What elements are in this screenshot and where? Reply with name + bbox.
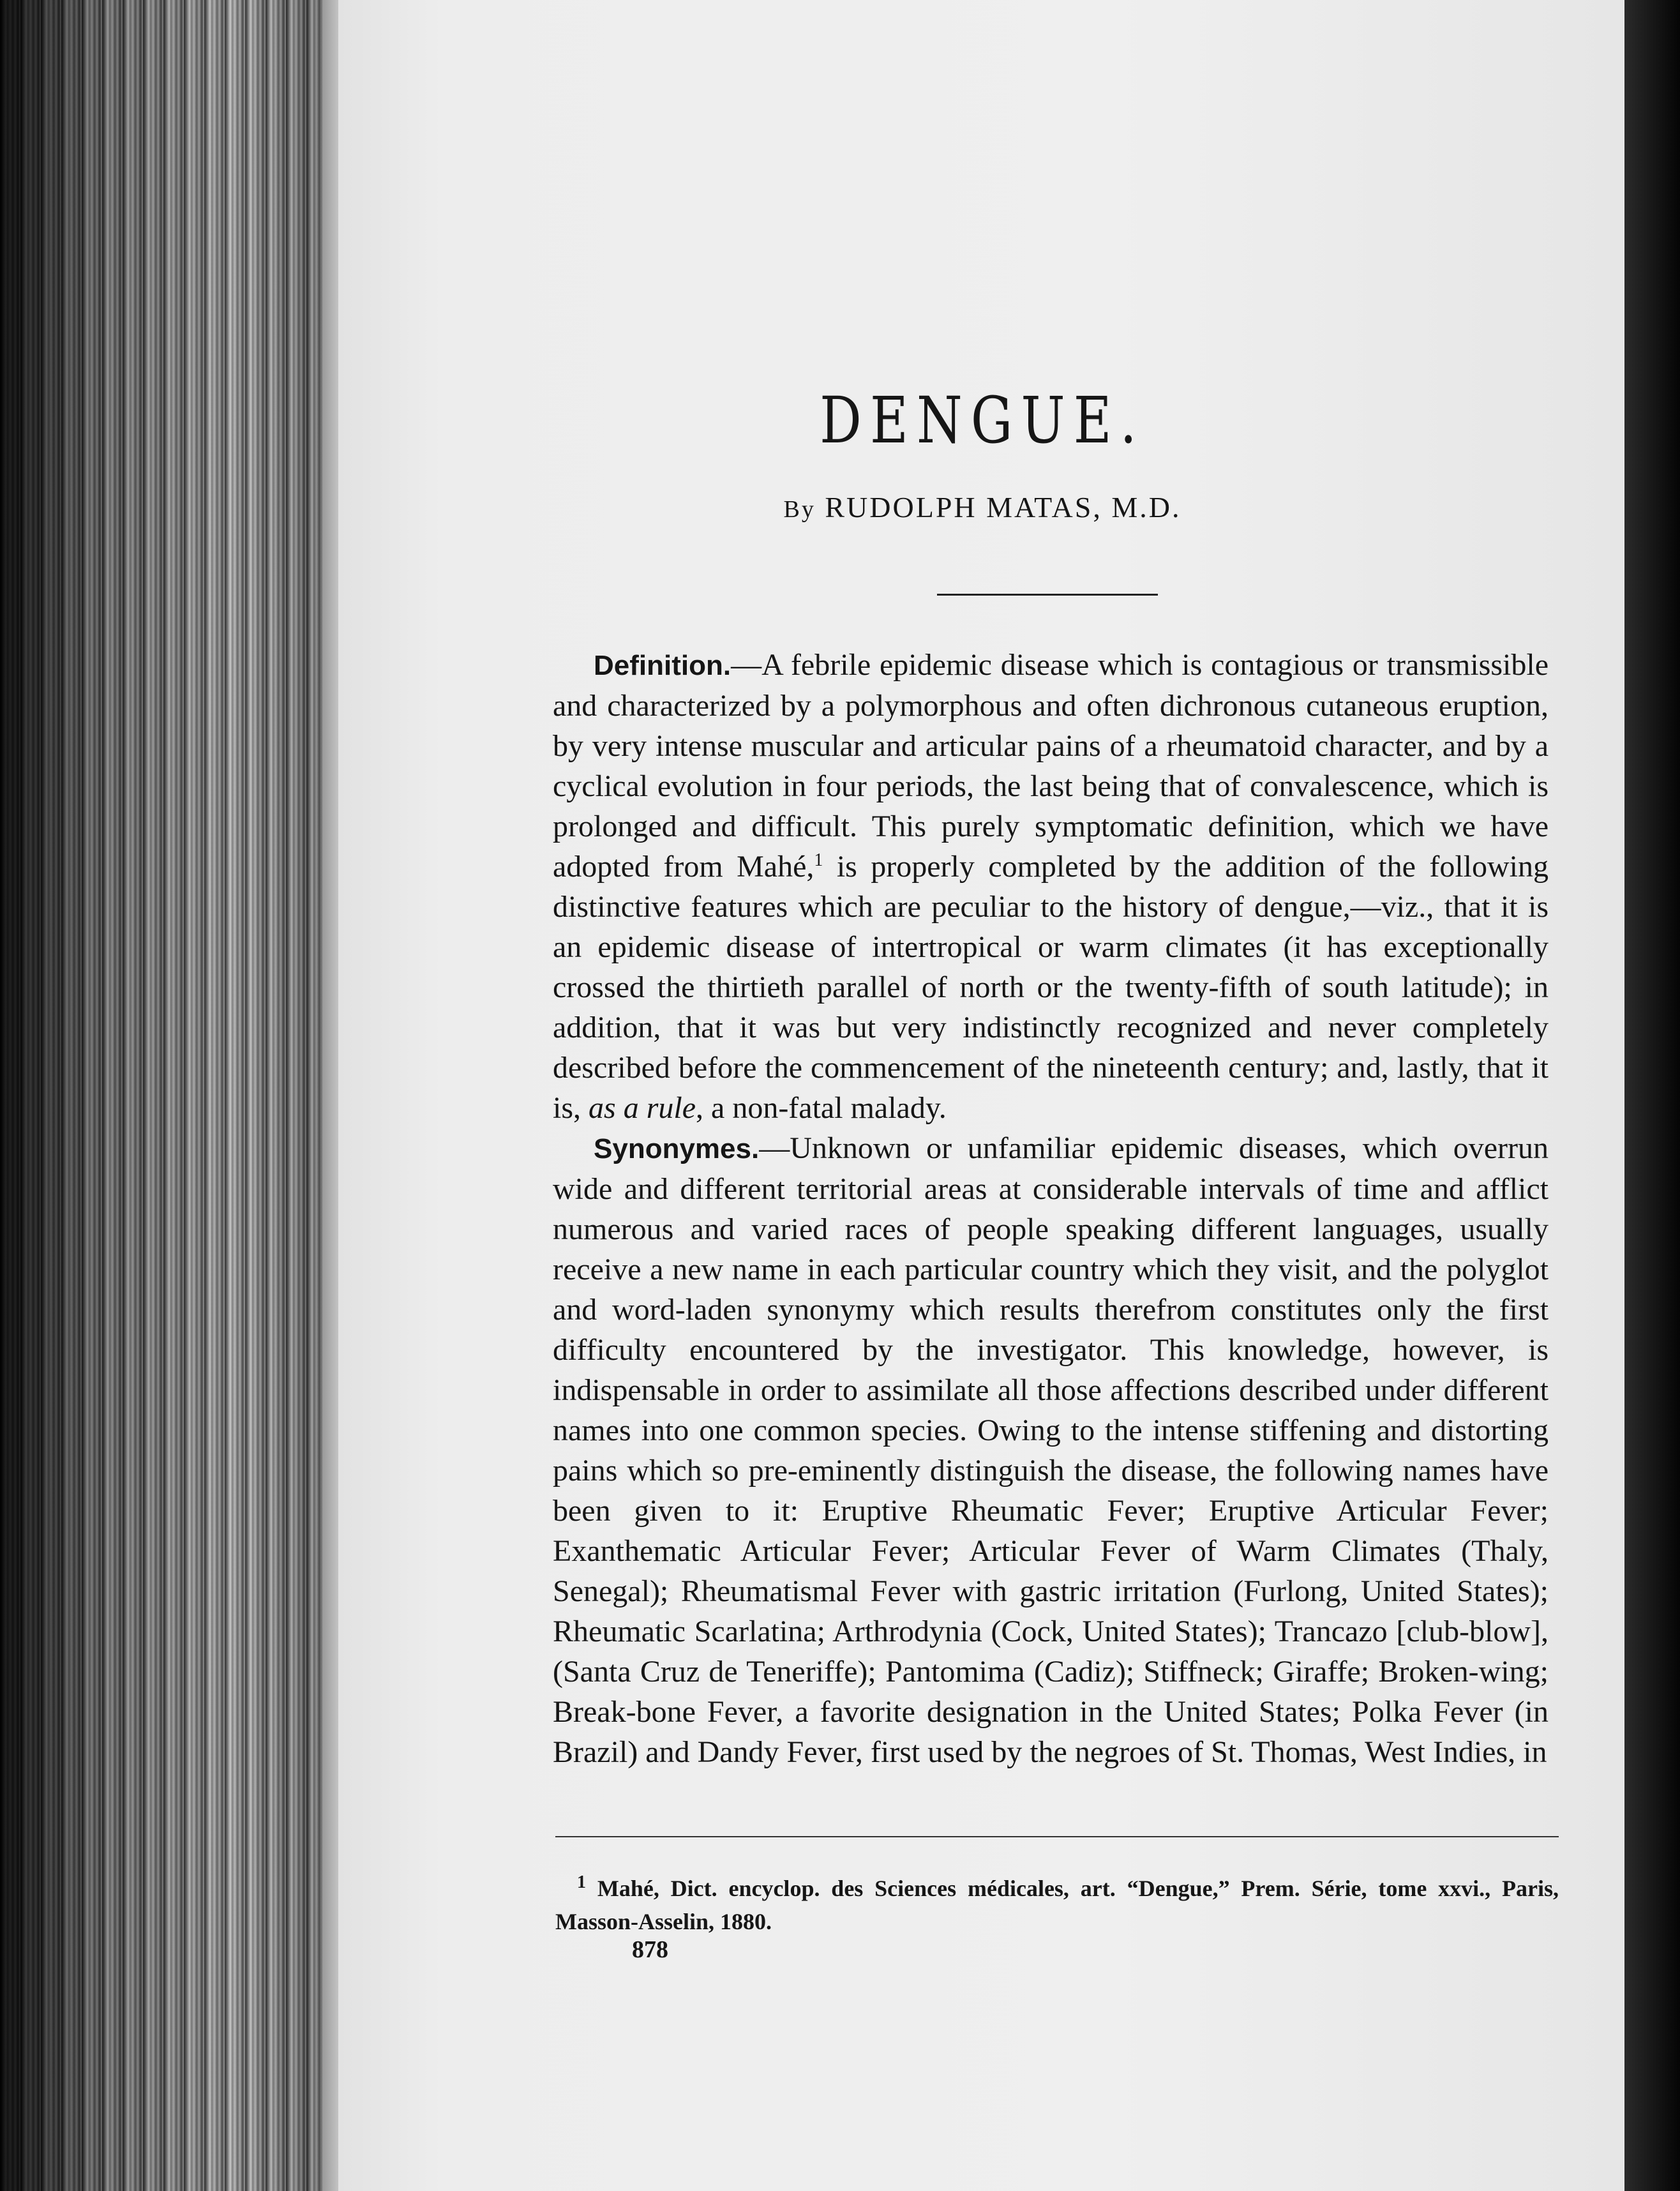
definition-text-1: —A febrile epidemic disease which is contagious or transmissible and characterized by a polymorphous and often dichronous cutaneous eruption, by very intense muscular and articular pains of a rheumatoid character, and by a cyclical evolution in four periods, the last being that of convalescence, which is prolonged and difficult. This purely symptomatic definition, which we have adopted from Mahé, — [553, 648, 1549, 884]
definition-text-3: , a non-fatal malady. — [696, 1091, 947, 1125]
book-page — [338, 0, 1626, 2191]
definition-paragraph — [553, 645, 1549, 1128]
article-body — [553, 645, 1549, 1772]
byline-author: RUDOLPH MATAS, M.D. — [825, 491, 1181, 523]
article-title: DENGUE. — [820, 383, 1145, 458]
synonymes-paragraph — [553, 1128, 1549, 1772]
footnote-marker: 1 — [577, 1872, 586, 1892]
byline-prefix: By — [783, 496, 816, 523]
definition-emphasis: as a rule — [589, 1091, 696, 1125]
definition-text-2: is properly completed by the addition of the following distinctive features which are peculiar to the history of dengue,—viz., that it is an epidemic disease of intertropical or warm climates (it has exceptionally crossed the thirtieth parallel of north or the twenty-fifth of south latitude); in addition, that it was but very indistinctly recognized and never completely described before the commencement of the nineteenth century; and, lastly, that it is, — [553, 850, 1549, 1125]
book-page-edges — [0, 0, 338, 2191]
page-number: 878 — [632, 1936, 668, 1963]
footnote-line — [555, 1872, 1559, 1938]
footnote-text: Mahé, Dict. encyclop. des Sciences médicales, art. “Dengue,” Prem. Série, tome xxvi., Paris, Masson-Asselin, 1880. — [555, 1876, 1559, 1934]
byline — [338, 490, 1626, 524]
footnote — [555, 1872, 1559, 1938]
title-rule — [937, 594, 1158, 596]
definition-heading: Definition. — [594, 650, 731, 681]
footnote-rule — [555, 1836, 1559, 1837]
right-page-edge — [1624, 0, 1680, 2191]
synonymes-text: —Unknown or unfamiliar epidemic diseases, which overrun wide and different territorial areas at considerable intervals of time and afflict numerous and varied races of people speaking different languages, usually receive a new name in each particular country which they visit, and the polyglot and word-laden synonymy which results therefrom constitutes only the first difficulty encountered by the investigator. This knowledge, however, is indispensable in order to assimilate all those affections described under different names into one common species. Owing to the intense stiffening and distorting pains which so pre-eminently distinguish the disease, the following names have been given to it: Eruptive Rheumatic Fever; Eruptive Articular Fever; Exanthematic Articular Fever; Articular Fever of Warm Climates (Thaly, Senegal); Rheumatismal Fever with gastric irritation (Furlong, United States); Rheumatic Scarlatina; Arthrodynia (Cock, United States); Trancazo [club-blow], (Santa Cruz de Teneriffe); Pantomima (Cadiz); Stiffneck; Giraffe; Broken-wing; Break-bone Fever, a favorite designation in the United States; Polka Fever (in Brazil) and Dandy Fever, first used by the negroes of St. Thomas, West Indies, in — [553, 1131, 1549, 1769]
footnote-reference: 1 — [814, 850, 823, 870]
synonymes-heading: Synonymes. — [594, 1133, 760, 1164]
